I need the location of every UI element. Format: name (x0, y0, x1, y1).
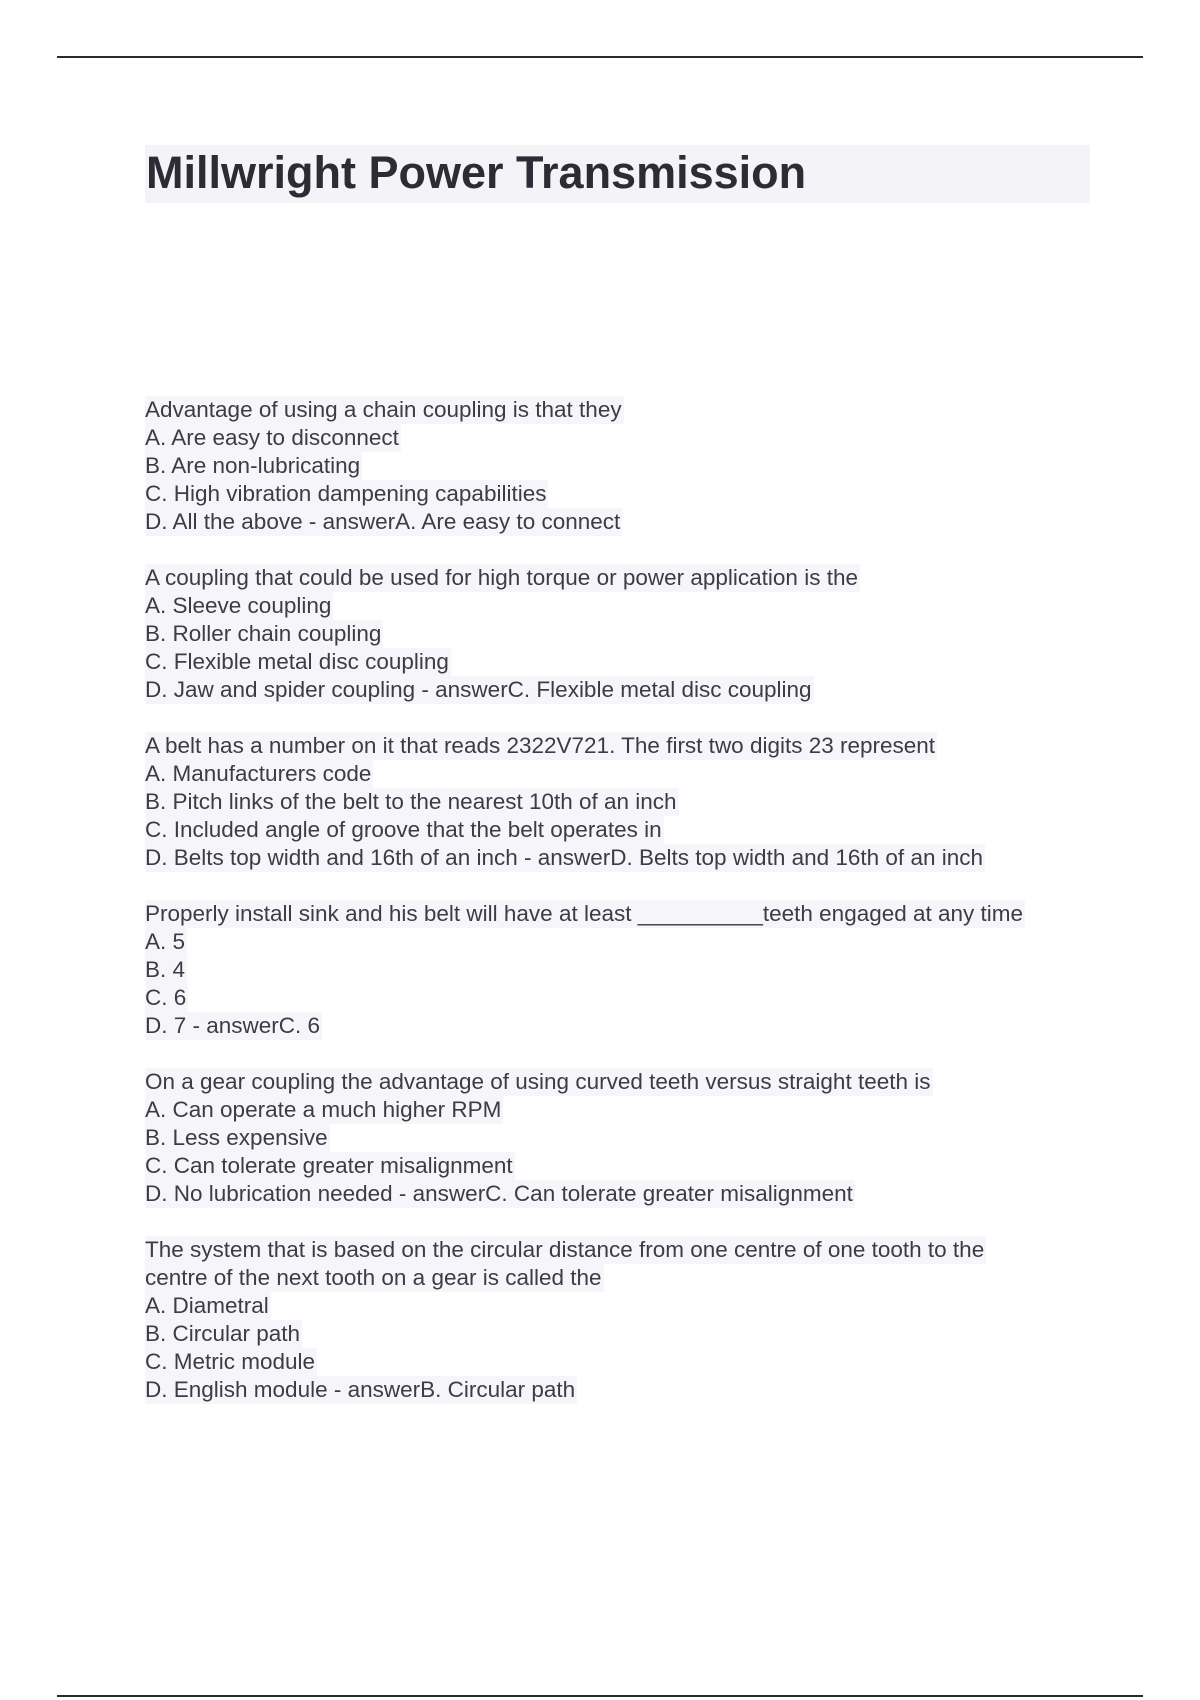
question-block-6 (145, 1236, 1095, 1404)
option-b: B. Are non-lubricating (145, 453, 361, 478)
question-text: On a gear coupling the advantage of using curved teeth versus straight teeth is (145, 1069, 931, 1094)
option-c: C. Included angle of groove that the belt operates in (145, 817, 662, 842)
option-c: C. 6 (145, 985, 187, 1010)
question-block-4 (145, 900, 1095, 1040)
option-d-with-answer: D. Belts top width and 16th of an inch - answerD. Belts top width and 16th of an inch (145, 845, 983, 870)
question-text: Advantage of using a chain coupling is that they (145, 397, 622, 422)
option-d-with-answer: D. 7 - answerC. 6 (145, 1013, 321, 1038)
top-divider (57, 56, 1143, 58)
option-c: C. Metric module (145, 1349, 316, 1374)
question-text: A coupling that could be used for high torque or power application is the (145, 565, 858, 590)
option-d-with-answer: D. English module - answerB. Circular path (145, 1377, 576, 1402)
option-a: A. Sleeve coupling (145, 593, 332, 618)
question-block-2 (145, 564, 1095, 704)
option-c: C. High vibration dampening capabilities (145, 481, 547, 506)
question-text: Properly install sink and his belt will have at least __________teeth engaged at any time (145, 901, 1024, 926)
question-text-line-1: The system that is based on the circular distance from one centre of one tooth to the (145, 1237, 985, 1262)
question-block-1 (145, 396, 1095, 536)
option-d-with-answer: D. Jaw and spider coupling - answerC. Flexible metal disc coupling (145, 677, 812, 702)
option-d-with-answer: D. All the above - answerA. Are easy to connect (145, 509, 621, 534)
option-d-with-answer: D. No lubrication needed - answerC. Can tolerate greater misalignment (145, 1181, 853, 1206)
option-a: A. Manufacturers code (145, 761, 372, 786)
question-text: A belt has a number on it that reads 2322V721. The first two digits 23 represent (145, 733, 936, 758)
option-b: B. Less expensive (145, 1125, 328, 1150)
question-block-5 (145, 1068, 1095, 1208)
question-list (145, 396, 1095, 1432)
option-a: A. Are easy to disconnect (145, 425, 399, 450)
option-a: A. Can operate a much higher RPM (145, 1097, 502, 1122)
question-block-3 (145, 732, 1095, 872)
option-c: C. Can tolerate greater misalignment (145, 1153, 513, 1178)
option-b: B. Roller chain coupling (145, 621, 382, 646)
question-text-line-2: centre of the next tooth on a gear is called the (145, 1265, 602, 1290)
bottom-divider (57, 1695, 1143, 1697)
option-b: B. Circular path (145, 1321, 301, 1346)
option-a: A. Diametral (145, 1293, 269, 1318)
option-b: B. 4 (145, 957, 186, 982)
option-a: A. 5 (145, 929, 186, 954)
option-b: B. Pitch links of the belt to the nearest 10th of an inch (145, 789, 677, 814)
document-title: Millwright Power Transmission (146, 147, 807, 198)
option-c: C. Flexible metal disc coupling (145, 649, 449, 674)
